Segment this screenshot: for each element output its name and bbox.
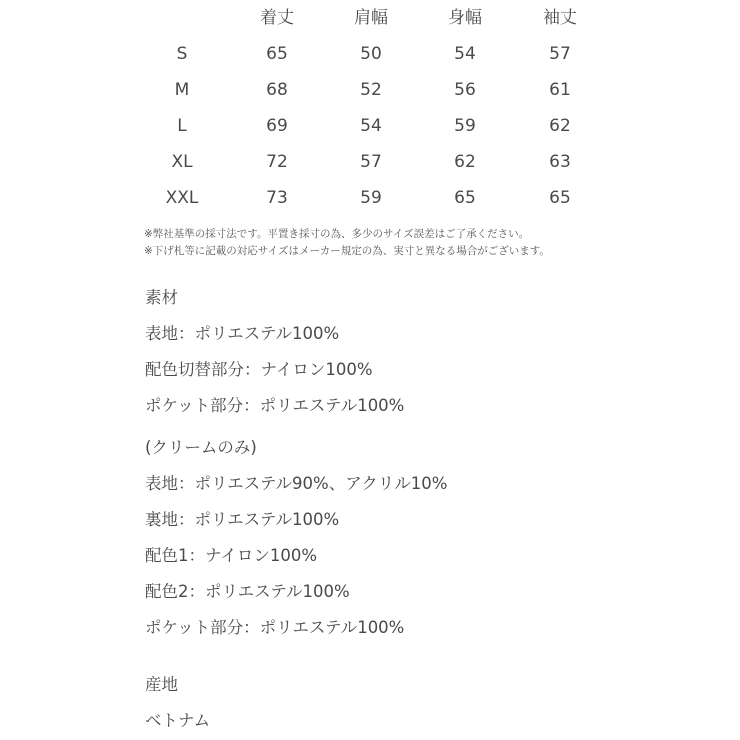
cell-value: 62 <box>454 152 476 172</box>
cell-value: 65 <box>549 188 571 208</box>
cream-material-line: 表地：ポリエステル90%、アクリル10% <box>145 474 448 493</box>
header-length: 着丈 <box>260 8 294 28</box>
cell-value: 62 <box>549 116 571 136</box>
cell-value: 65 <box>454 188 476 208</box>
material-line: 表地：ポリエステル100% <box>145 324 340 343</box>
cream-material-line: ポケット部分：ポリエステル100% <box>145 618 405 637</box>
cell-value: 52 <box>360 80 382 100</box>
cell-value: 73 <box>266 188 288 208</box>
table-row <box>0 108 740 144</box>
size-label: L <box>177 116 187 136</box>
table-row <box>0 72 740 108</box>
origin-value: ベトナム <box>145 711 211 730</box>
cell-value: 57 <box>549 44 571 64</box>
cream-material-line: 裏地：ポリエステル100% <box>145 510 340 529</box>
cream-material-line: 配色1：ナイロン100% <box>145 546 318 565</box>
table-row <box>0 36 740 72</box>
cell-value: 59 <box>454 116 476 136</box>
origin-title: 産地 <box>145 675 178 694</box>
material-section <box>145 280 404 424</box>
cell-value: 65 <box>266 44 288 64</box>
size-table-header <box>0 0 740 36</box>
cell-value: 57 <box>360 152 382 172</box>
material-line: 配色切替部分：ナイロン100% <box>145 360 373 379</box>
measurement-notes <box>144 226 550 260</box>
size-label: XL <box>171 152 193 172</box>
cell-value: 63 <box>549 152 571 172</box>
table-row <box>0 144 740 180</box>
cell-value: 59 <box>360 188 382 208</box>
material-title: 素材 <box>145 288 178 307</box>
note-line: ※下げ札等に記載の対応サイズはメーカー規定の為、実寸と異なる場合がございます。 <box>144 245 550 257</box>
cream-title: (クリームのみ) <box>145 438 257 457</box>
size-label: S <box>176 44 188 64</box>
table-row <box>0 180 740 216</box>
size-label: M <box>174 80 190 100</box>
header-shoulder: 肩幅 <box>354 8 388 28</box>
header-chest: 身幅 <box>448 8 482 28</box>
note-line: ※弊社基準の採寸法です。平置き採寸の為、多少のサイズ誤差はご了承ください。 <box>144 228 530 240</box>
cream-material-section <box>145 430 447 646</box>
material-line: ポケット部分：ポリエステル100% <box>145 396 405 415</box>
cell-value: 50 <box>360 44 382 64</box>
cream-material-line: 配色2：ポリエステル100% <box>145 582 350 601</box>
cell-value: 56 <box>454 80 476 100</box>
cell-value: 69 <box>266 116 288 136</box>
size-label: XXL <box>165 188 199 208</box>
origin-section <box>145 667 210 739</box>
cell-value: 68 <box>266 80 288 100</box>
cell-value: 54 <box>360 116 382 136</box>
header-sleeve: 袖丈 <box>543 8 577 28</box>
cell-value: 72 <box>266 152 288 172</box>
cell-value: 61 <box>549 80 571 100</box>
cell-value: 54 <box>454 44 476 64</box>
